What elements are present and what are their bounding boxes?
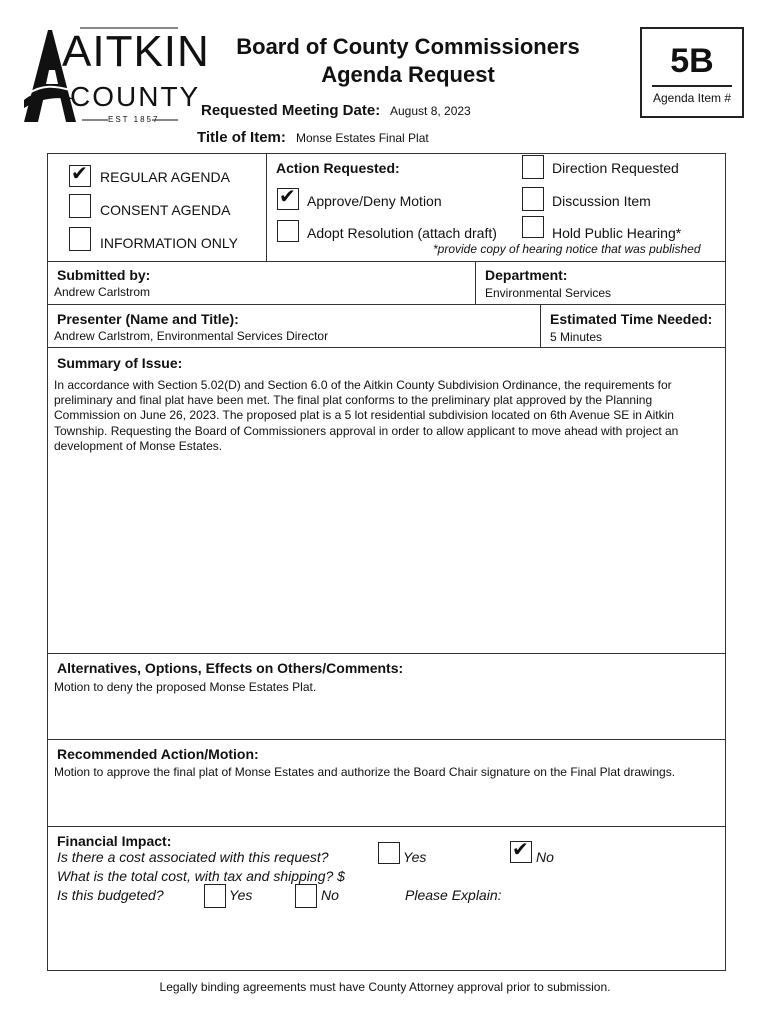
summary-line: In accordance with Section 5.02(D) and Section 6.0 of the Aitkin County Subdivision Ordinance, the requirements for [54, 378, 672, 392]
direction-requested-label: Direction Requested [552, 160, 679, 176]
agenda-item-underline [652, 85, 732, 87]
information-only-checkbox[interactable] [69, 227, 91, 251]
alternatives-value: Motion to deny the proposed Monse Estates Plat. [54, 680, 317, 694]
divider [47, 653, 726, 654]
logo-est-text: EST 1857 [108, 115, 160, 124]
meeting-date-label: Requested Meeting Date: [201, 102, 381, 119]
time-needed-value: 5 Minutes [550, 330, 603, 344]
approve-deny-checkbox[interactable] [277, 188, 299, 210]
agenda-item-label: Agenda Item # [652, 91, 732, 105]
cost-yes-label: Yes [403, 849, 427, 865]
budgeted-yes-label: Yes [229, 887, 253, 903]
hearing-note: *provide copy of hearing notice that was published [433, 242, 701, 256]
submitted-by-label: Submitted by: [57, 267, 151, 283]
divider [475, 261, 476, 304]
divider [47, 347, 726, 348]
discussion-item-checkbox[interactable] [522, 187, 544, 211]
divider [47, 826, 726, 827]
divider [47, 304, 726, 305]
summary-label: Summary of Issue: [57, 355, 183, 371]
submitted-by-value: Andrew Carlstrom [54, 285, 151, 299]
information-only-label: INFORMATION ONLY [100, 235, 238, 251]
presenter-value: Andrew Carlstrom, Environmental Services Director [54, 329, 329, 343]
divider [266, 153, 267, 261]
action-requested-label: Action Requested: [276, 160, 400, 176]
summary-line: preliminary and final plat have been met. The final plat conforms to the preliminary plat approved by the Planning [54, 393, 653, 408]
total-cost-question: What is the total cost, with tax and shipping? $ [57, 868, 345, 884]
check-mark-icon: ✔ [512, 839, 529, 861]
budgeted-no-label: No [321, 887, 339, 903]
time-needed-label: Estimated Time Needed: [550, 311, 713, 327]
page-title-line2: Agenda Request [321, 62, 495, 87]
budgeted-no-checkbox[interactable] [295, 884, 317, 908]
direction-requested-checkbox[interactable] [522, 155, 544, 179]
cost-yes-checkbox[interactable] [378, 842, 400, 864]
alternatives-label: Alternatives, Options, Effects on Others/Comments: [57, 660, 404, 676]
page-title-line1: Board of County Commissioners [236, 34, 580, 59]
summary-line: Commission on June 26, 2023. The proposed plat is a 5 lot residential subdivision located on 6th Avenue SE in Aitkin [54, 408, 674, 423]
agenda-item-box [640, 27, 744, 118]
public-hearing-label: Hold Public Hearing* [552, 225, 682, 241]
summary-text [54, 378, 722, 454]
cost-question: Is there a cost associated with this request? [57, 849, 329, 865]
logo-text-line1: AITKIN [62, 27, 210, 76]
recommended-label: Recommended Action/Motion: [57, 746, 259, 762]
check-mark-icon: ✔ [279, 186, 296, 208]
adopt-resolution-checkbox[interactable] [277, 220, 299, 242]
cost-no-label: No [536, 849, 554, 865]
summary-line: development of Monse Estates. [54, 438, 223, 453]
cost-no-checkbox[interactable] [510, 841, 532, 863]
regular-agenda-checkbox[interactable] [69, 165, 91, 187]
consent-agenda-label: CONSENT AGENDA [100, 202, 231, 218]
meeting-date-value: August 8, 2023 [390, 104, 471, 118]
agenda-item-number: 5B [670, 42, 714, 80]
public-hearing-checkbox[interactable] [522, 216, 544, 238]
budgeted-question: Is this budgeted? [57, 887, 164, 903]
budgeted-yes-checkbox[interactable] [204, 884, 226, 908]
county-logo [18, 24, 210, 128]
adopt-resolution-label: Adopt Resolution (attach draft) [307, 225, 497, 241]
divider [47, 739, 726, 740]
please-explain-label: Please Explain: [405, 887, 502, 903]
recommended-value: Motion to approve the final plat of Monse Estates and authorize the Board Chair signature on the Final Plat drawings. [54, 765, 676, 779]
summary-line: Township. Requesting the Board of Commissioners approval in order to allow applicant to move ahead with project an [54, 423, 679, 438]
divider [540, 304, 541, 347]
department-label: Department: [485, 267, 568, 283]
financial-impact-label: Financial Impact: [57, 833, 172, 849]
check-mark-icon: ✔ [71, 163, 88, 185]
department-value: Environmental Services [485, 286, 612, 300]
presenter-label: Presenter (Name and Title): [57, 311, 239, 327]
divider [47, 261, 726, 262]
logo-text-line2: COUNTY [70, 81, 201, 112]
consent-agenda-checkbox[interactable] [69, 194, 91, 218]
regular-agenda-label: REGULAR AGENDA [100, 169, 230, 185]
title-of-item-value: Monse Estates Final Plat [296, 131, 429, 145]
title-of-item-label: Title of Item: [197, 129, 286, 146]
discussion-item-label: Discussion Item [552, 193, 651, 209]
approve-deny-label: Approve/Deny Motion [307, 193, 442, 209]
footer-note: Legally binding agreements must have County Attorney approval prior to submission. [159, 980, 611, 994]
